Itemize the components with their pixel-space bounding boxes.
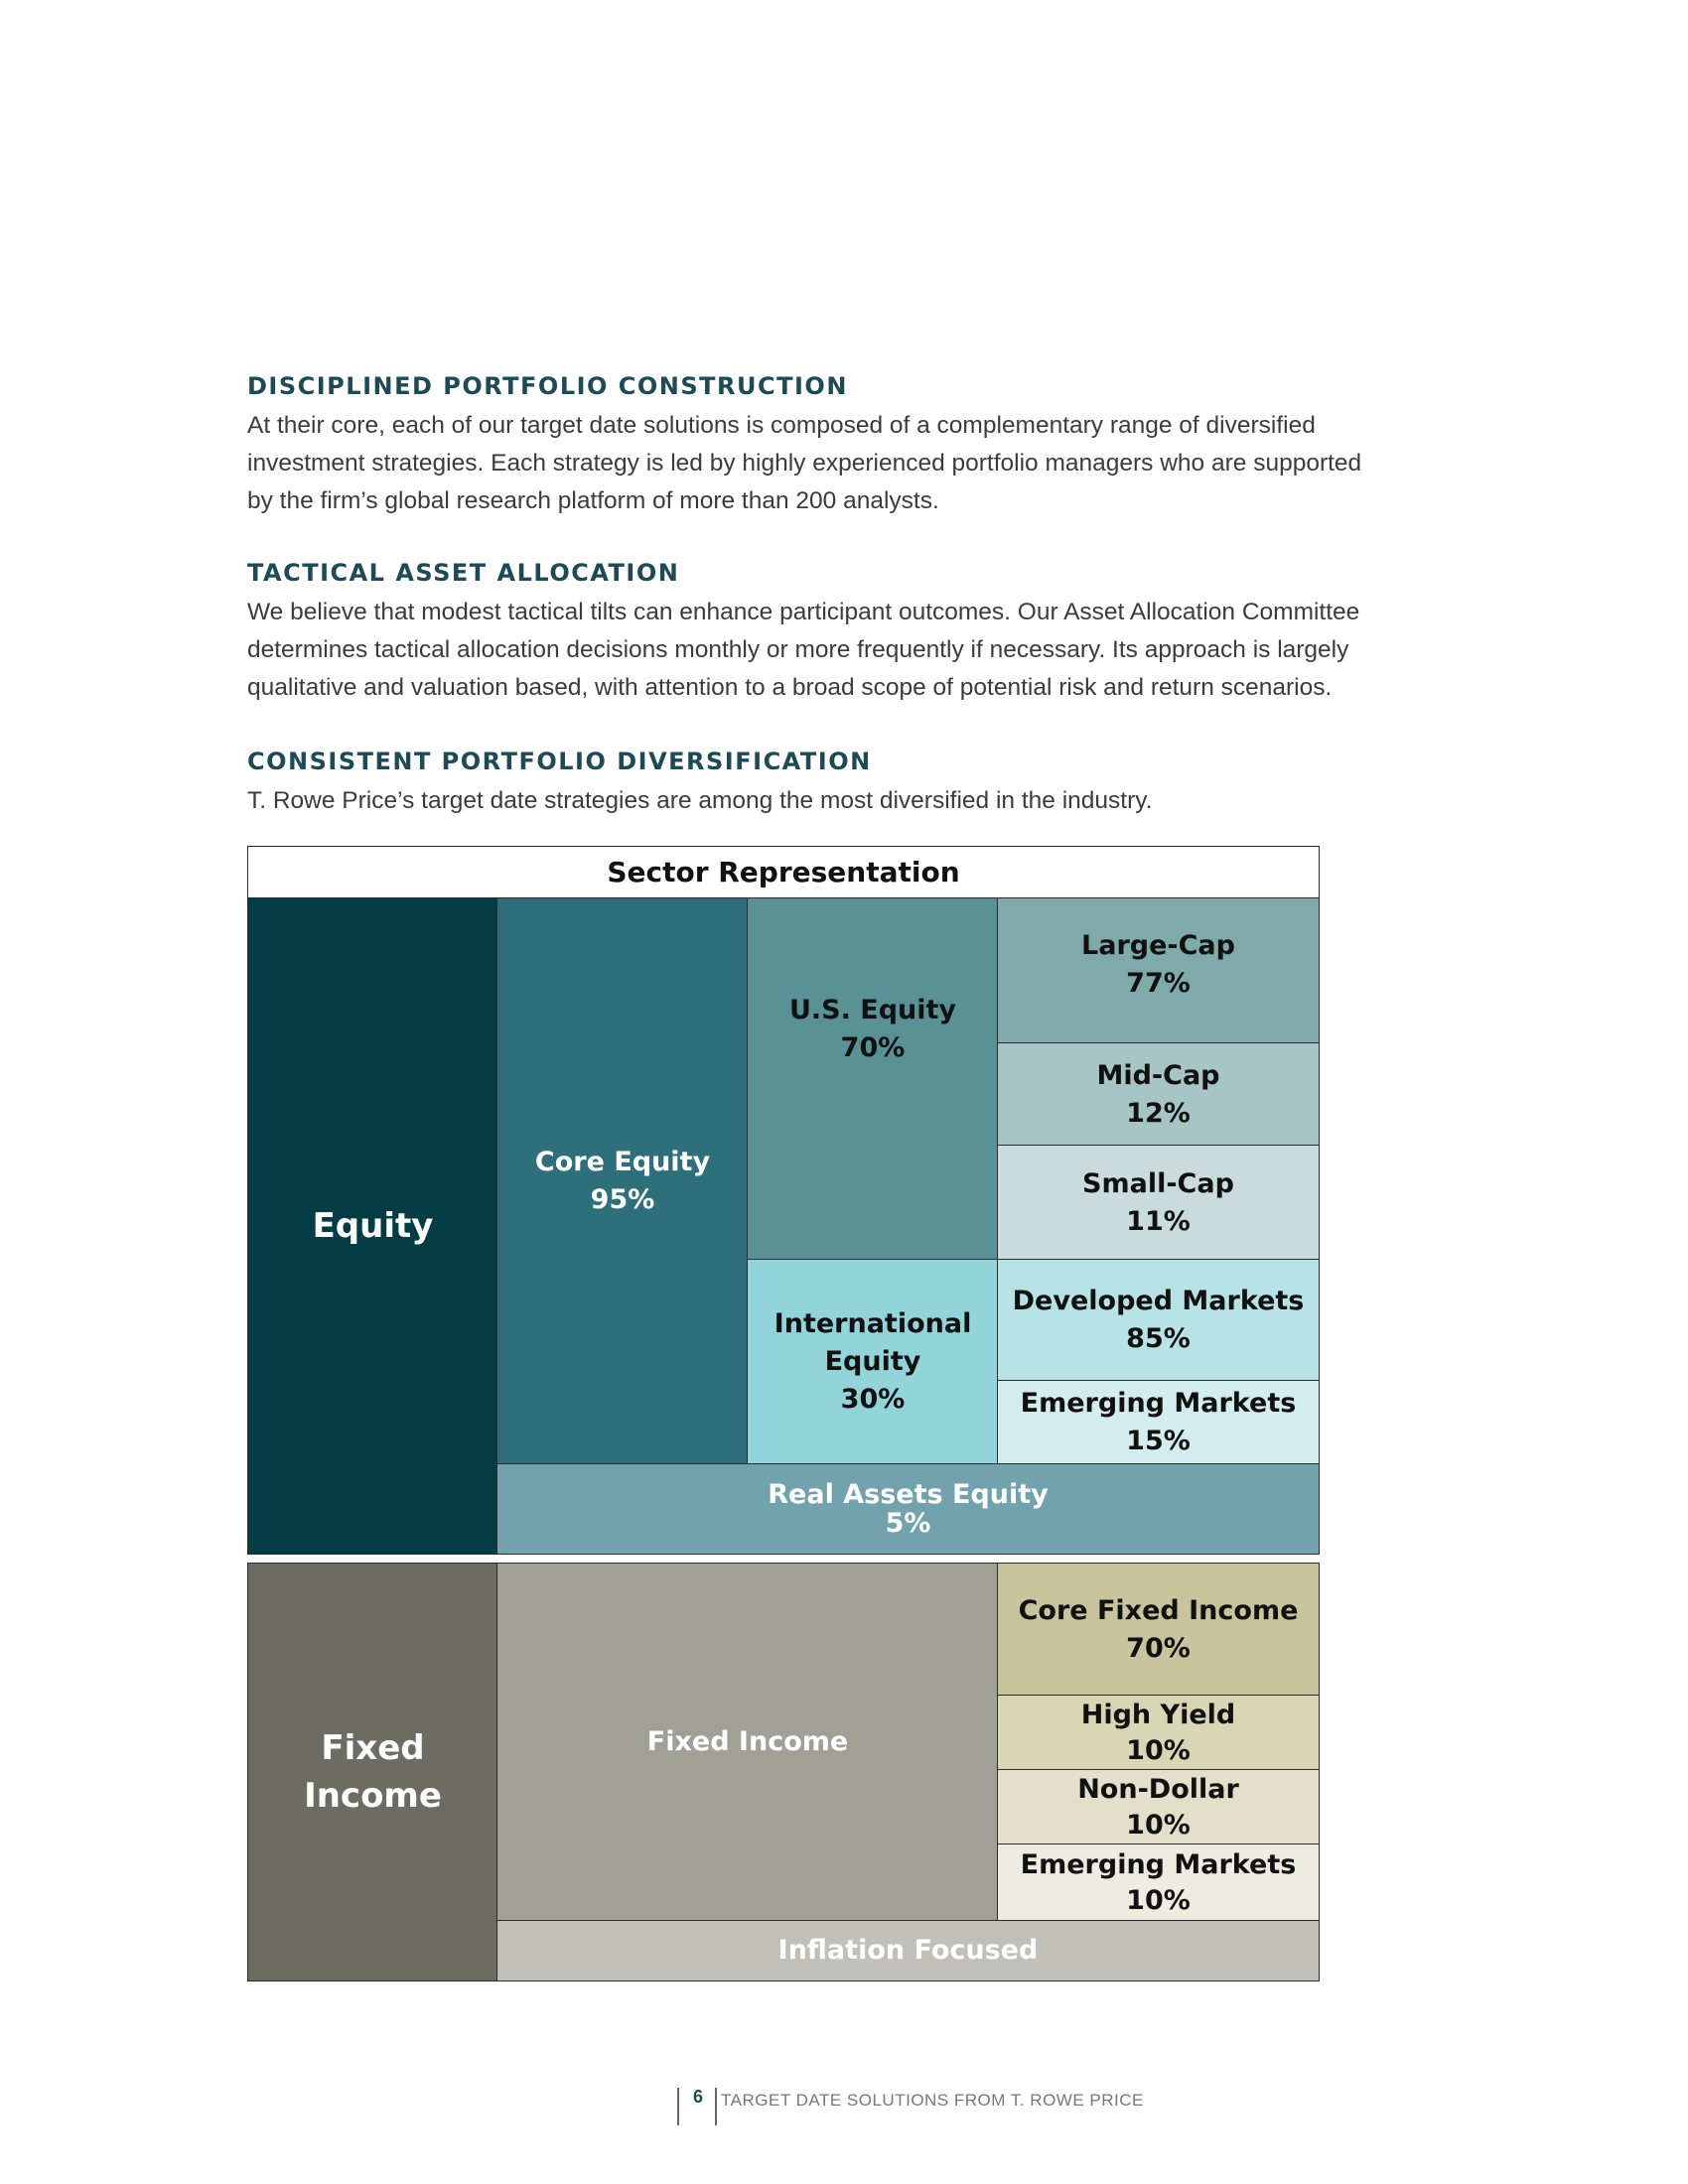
text-line: investment strategies. Each strategy is led by highly experienced portfolio managers who are supported <box>247 450 1362 477</box>
inflation-focused-cell <box>496 1920 1320 1981</box>
developed-markets-cell <box>997 1259 1320 1382</box>
emerging-markets-fixed-pct: 10% <box>1126 1884 1191 1916</box>
small-cap-pct: 11% <box>1126 1205 1191 1237</box>
text-line: determines tactical allocation decisions monthly or more frequently if necessary. Its approach is largely <box>247 636 1349 663</box>
text-line: by the firm’s global research platform of more than 200 analysts. <box>247 487 939 514</box>
developed-markets-name: Developed Markets <box>1012 1286 1305 1316</box>
section-disciplined-portfolio-construction <box>247 371 1478 520</box>
large-cap-pct: 77% <box>1126 968 1191 999</box>
core-equity-cell <box>496 897 749 1465</box>
small-cap-name: Small-Cap <box>1082 1167 1234 1199</box>
emerging-markets-fixed-name: Emerging Markets <box>1020 1848 1297 1880</box>
core-equity-name: Core Equity <box>534 1147 711 1177</box>
text-line: We believe that modest tactical tilts can enhance participant outcomes. Our Asset Allocation Committee <box>247 599 1360 625</box>
international-equity-name-line1: International <box>774 1308 972 1339</box>
international-equity-name-line2: Equity <box>824 1346 921 1377</box>
page-footer <box>677 2085 1144 2128</box>
large-cap-cell <box>997 897 1320 1044</box>
fixed-income-label-line1: Fixed <box>321 1728 425 1768</box>
high-yield-pct: 10% <box>1126 1734 1191 1766</box>
core-fixed-income-cell <box>997 1563 1320 1697</box>
inflation-focused-name: Inflation Focused <box>777 1935 1039 1966</box>
footer-divider <box>677 2088 679 2125</box>
high-yield-name: High Yield <box>1080 1699 1236 1730</box>
non-dollar-name: Non-Dollar <box>1077 1773 1239 1805</box>
section-text <box>247 782 1478 820</box>
chart-title: Sector Representation <box>247 846 1320 899</box>
mid-cap-cell <box>997 1042 1320 1147</box>
mid-cap-pct: 12% <box>1126 1097 1191 1129</box>
international-equity-cell <box>747 1259 999 1465</box>
real-assets-equity-pct: 5% <box>885 1508 931 1539</box>
section-heading: DISCIPLINED PORTFOLIO CONSTRUCTION <box>247 372 848 400</box>
emerging-markets-fixed-cell <box>997 1843 1320 1922</box>
section-heading: CONSISTENT PORTFOLIO DIVERSIFICATION <box>247 748 872 775</box>
small-cap-cell <box>997 1145 1320 1261</box>
fixed-income-sub-cell <box>496 1563 999 1922</box>
fixed-income-cell <box>247 1563 498 1981</box>
footer-text: TARGET DATE SOLUTIONS FROM T. ROWE PRICE <box>721 2091 1144 2110</box>
international-equity-pct: 30% <box>840 1384 906 1415</box>
real-assets-equity-cell <box>496 1463 1320 1555</box>
text-line: At their core, each of our target date solutions is composed of a complementary range of diversified <box>247 412 1316 439</box>
real-assets-equity-name: Real Assets Equity <box>768 1479 1049 1510</box>
emerging-markets-equity-name: Emerging Markets <box>1020 1388 1297 1419</box>
emerging-markets-equity-pct: 15% <box>1126 1426 1191 1456</box>
equity-label: Equity <box>312 1206 434 1246</box>
page-number: 6 <box>693 2087 704 2107</box>
large-cap-name: Large-Cap <box>1081 930 1235 961</box>
section-tactical-asset-allocation <box>247 558 1478 707</box>
sector-representation-chart <box>247 846 1320 1981</box>
footer-divider <box>715 2088 717 2125</box>
us-equity-cell <box>747 897 999 1261</box>
developed-markets-pct: 85% <box>1126 1323 1191 1354</box>
text-line: T. Rowe Price’s target date strategies are among the most diversified in the industry. <box>247 787 1153 814</box>
fixed-income-sub-name: Fixed Income <box>646 1726 849 1757</box>
section-text <box>247 407 1478 520</box>
mid-cap-name: Mid-Cap <box>1096 1059 1220 1091</box>
equity-cell <box>247 897 498 1555</box>
section-consistent-portfolio-diversification <box>247 747 1478 820</box>
section-text <box>247 594 1478 707</box>
us-equity-pct: 70% <box>840 1032 906 1063</box>
text-line: qualitative and valuation based, with attention to a broad scope of potential risk and return scenarios. <box>247 674 1333 701</box>
core-fixed-income-pct: 70% <box>1126 1632 1191 1664</box>
section-heading: TACTICAL ASSET ALLOCATION <box>247 559 680 587</box>
core-equity-pct: 95% <box>590 1184 655 1215</box>
emerging-markets-equity-cell <box>997 1380 1320 1465</box>
us-equity-name: U.S. Equity <box>788 995 957 1025</box>
fixed-income-label-line2: Income <box>304 1776 442 1816</box>
core-fixed-income-name: Core Fixed Income <box>1018 1594 1299 1626</box>
non-dollar-pct: 10% <box>1126 1809 1191 1841</box>
non-dollar-cell <box>997 1769 1320 1845</box>
high-yield-cell <box>997 1695 1320 1771</box>
